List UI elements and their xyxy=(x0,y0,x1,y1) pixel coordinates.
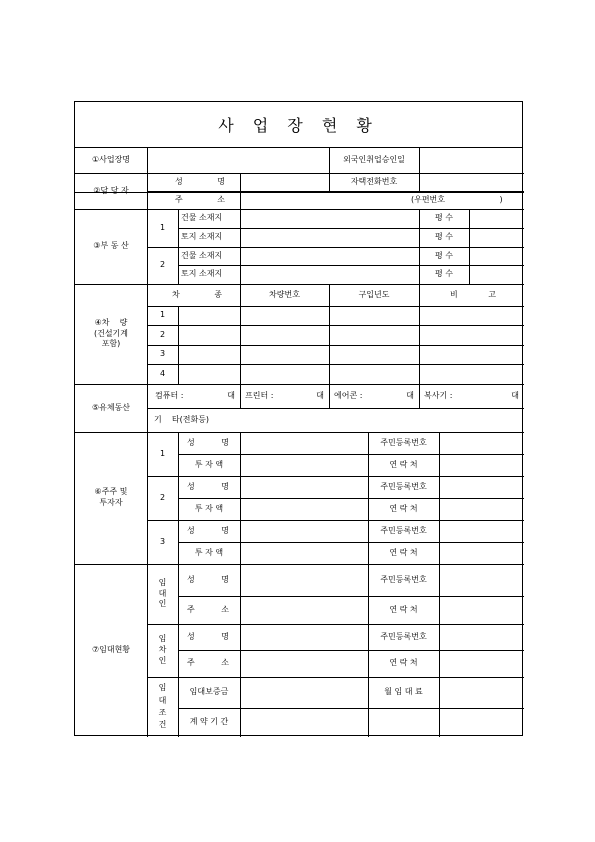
business-name-label: ①사업장명 xyxy=(91,154,131,164)
rrn-field[interactable] xyxy=(440,521,524,542)
rrn-label: 주민등록번호 xyxy=(380,481,427,491)
shareholders-label xyxy=(75,432,147,564)
postal-code-close: ) xyxy=(499,194,503,204)
unit-label: 대 xyxy=(316,390,324,400)
lease-terms-char: 대 xyxy=(158,695,167,705)
unit-label: 대 xyxy=(227,390,235,400)
purchase-year-field[interactable] xyxy=(330,326,419,345)
lease-terms-char: 조 xyxy=(158,708,167,717)
vehicle-label-line: ④차 량 xyxy=(94,317,128,327)
monthly-rent-field[interactable] xyxy=(440,678,524,708)
contact-label: 연 락 처 xyxy=(389,604,418,614)
unit-label: 대 xyxy=(406,390,414,400)
name-label-char: 명 xyxy=(221,525,229,535)
rrn-label: 주민등록번호 xyxy=(380,525,427,535)
shareholder-number: 3 xyxy=(159,536,166,546)
home-phone-field[interactable] xyxy=(420,174,524,191)
building-location-label: 건물 소재지 xyxy=(181,213,223,223)
shareholder-name-field[interactable] xyxy=(241,477,368,498)
purchase-year-field[interactable] xyxy=(330,346,419,364)
name-label-char: 명 xyxy=(221,631,229,641)
postal-code-label: (우편번호 xyxy=(410,194,446,204)
plate-number-field[interactable] xyxy=(241,326,329,345)
purchase-year-header: 구입년도 xyxy=(358,289,390,299)
printer-count[interactable] xyxy=(240,384,329,408)
vehicle-label-line: (건설기계 xyxy=(93,328,129,338)
investment-field[interactable] xyxy=(241,499,368,520)
shareholder-name-field[interactable] xyxy=(241,433,368,454)
remarks-field[interactable] xyxy=(420,346,524,364)
name-label-char: 명 xyxy=(221,437,229,447)
contact-field[interactable] xyxy=(440,543,524,564)
name-label-char: 명 xyxy=(217,176,225,186)
contact-label: 연 락 처 xyxy=(389,547,418,557)
lease-terms-label xyxy=(147,677,178,737)
investment-field[interactable] xyxy=(241,455,368,476)
investment-label: 투 자 액 xyxy=(194,547,224,557)
rrn-label: 주민등록번호 xyxy=(380,574,427,584)
home-phone-label: 자택전화번호 xyxy=(350,176,398,186)
landlord-name-field[interactable] xyxy=(241,565,368,596)
contact-label: 연 락 처 xyxy=(389,503,418,513)
vehicle-type-char: 종 xyxy=(214,289,222,299)
area-label: 평 수 xyxy=(435,232,453,242)
investment-label: 투 자 액 xyxy=(194,459,224,469)
deposit-field[interactable] xyxy=(241,678,368,708)
name-label-char: 명 xyxy=(221,481,229,491)
area-field[interactable] xyxy=(470,266,524,284)
purchase-year-field[interactable] xyxy=(330,307,419,325)
vehicle-row-number: 3 xyxy=(159,349,166,359)
unit-label: 대 xyxy=(511,390,519,400)
plate-number-header: 차량번호 xyxy=(269,289,300,299)
land-location-label: 토지 소재지 xyxy=(181,232,223,242)
vehicle-type-char: 차 xyxy=(172,289,180,299)
aircon-count[interactable] xyxy=(329,384,419,408)
building-location-field[interactable] xyxy=(241,248,419,265)
area-label: 평 수 xyxy=(435,269,453,279)
contact-field[interactable] xyxy=(440,499,524,520)
property-number-1: 1 xyxy=(159,222,166,232)
landlord-char: 임 xyxy=(158,577,167,587)
vehicle-type-header xyxy=(167,284,227,306)
tenant-label xyxy=(147,624,178,677)
area-field[interactable] xyxy=(470,229,524,247)
period-extra-field[interactable] xyxy=(369,709,524,737)
movable-assets-label: ⑤유체동산 xyxy=(91,402,131,412)
name-label-char: 성 xyxy=(187,631,195,641)
contract-period-label: 계 약 기 간 xyxy=(189,717,229,727)
remarks-char: 고 xyxy=(488,289,496,299)
tenant-name-label xyxy=(182,624,234,650)
rrn-field[interactable] xyxy=(440,565,524,596)
copier-label: 복사기 : xyxy=(424,390,453,400)
contract-period-field[interactable] xyxy=(241,709,368,737)
name-label-char: 성 xyxy=(175,176,183,186)
vehicle-row-number: 2 xyxy=(159,329,166,339)
building-location-label: 건물 소재지 xyxy=(181,250,223,260)
building-location-field[interactable] xyxy=(241,210,419,228)
landlord-address-label xyxy=(182,596,234,624)
remarks-field[interactable] xyxy=(420,307,524,325)
address-label-char: 소 xyxy=(221,604,229,614)
area-field[interactable] xyxy=(470,210,524,228)
land-location-field[interactable] xyxy=(241,229,419,247)
employment-approval-date-field[interactable] xyxy=(420,148,524,173)
lease-status-label: ⑦임대현황 xyxy=(91,645,131,655)
manager-address-label xyxy=(170,191,230,209)
investment-field[interactable] xyxy=(241,543,368,564)
vehicle-type-field[interactable] xyxy=(179,307,240,325)
plate-number-field[interactable] xyxy=(241,365,329,384)
name-label-char: 성 xyxy=(187,437,195,447)
shareholder-number: 2 xyxy=(159,492,166,502)
contact-field[interactable] xyxy=(440,455,524,476)
deposit-label: 임대보증금 xyxy=(189,687,229,697)
copier-count[interactable] xyxy=(419,384,524,408)
plate-number-field[interactable] xyxy=(241,346,329,364)
address-label-char: 주 xyxy=(187,604,195,614)
vehicle-label xyxy=(75,284,147,384)
name-label-char: 성 xyxy=(187,525,195,535)
monthly-rent-label: 월 임 대 료 xyxy=(384,687,423,697)
vehicle-type-field[interactable] xyxy=(179,365,240,384)
contact-field[interactable] xyxy=(440,597,524,624)
business-status-form xyxy=(74,101,523,736)
remarks-header xyxy=(445,284,501,306)
employment-approval-date-label: 외국인취업승인일 xyxy=(343,154,405,164)
address-label-char: 주 xyxy=(175,194,183,204)
shareholders-label-line: ⑥주주 및 xyxy=(94,487,128,497)
address-label-char: 소 xyxy=(217,194,225,204)
computer-label: 컴퓨터 : xyxy=(155,390,184,400)
investment-label: 투 자 액 xyxy=(194,503,224,513)
postal-code-field[interactable] xyxy=(455,192,495,209)
lease-terms-char: 건 xyxy=(158,720,167,730)
area-field[interactable] xyxy=(470,248,524,265)
manager-label: ②담 당 자 xyxy=(93,185,129,195)
landlord-name-label xyxy=(182,564,234,596)
vehicle-row-number: 4 xyxy=(159,368,166,378)
name-label-char: 성 xyxy=(187,481,195,491)
landlord-address-field[interactable] xyxy=(241,597,368,624)
contact-label: 연 락 처 xyxy=(389,658,418,668)
aircon-label: 에어콘 : xyxy=(334,390,363,400)
manager-name-label xyxy=(170,173,230,191)
address-label-char: 소 xyxy=(221,658,229,668)
computer-count[interactable] xyxy=(150,384,240,408)
tenant-char: 인 xyxy=(158,655,167,665)
tenant-address-label xyxy=(182,650,234,677)
name-label-char: 성 xyxy=(187,574,195,584)
remarks-field[interactable] xyxy=(420,326,524,345)
rrn-field[interactable] xyxy=(440,625,524,650)
manager-name-field[interactable] xyxy=(241,174,329,191)
purchase-year-field[interactable] xyxy=(330,365,419,384)
shareholders-label-line: 투자자 xyxy=(99,498,123,507)
vehicle-label-line: 포함) xyxy=(101,339,121,349)
tenant-char: 임 xyxy=(158,634,167,644)
name-label-char: 명 xyxy=(221,574,229,584)
shareholder-name-label xyxy=(182,476,234,498)
rrn-field[interactable] xyxy=(440,433,524,454)
area-label: 평 수 xyxy=(435,250,453,260)
vehicle-row-number: 1 xyxy=(159,310,166,320)
printer-label: 프린터 : xyxy=(245,390,274,400)
other-assets-field[interactable] xyxy=(255,409,524,432)
rrn-label: 주민등록번호 xyxy=(380,631,427,641)
landlord-label xyxy=(147,564,178,624)
property-number-2: 2 xyxy=(159,260,166,270)
tenant-name-field[interactable] xyxy=(241,625,368,650)
vehicle-type-field[interactable] xyxy=(179,326,240,345)
contact-field[interactable] xyxy=(440,651,524,677)
rrn-label: 주민등록번호 xyxy=(380,437,427,447)
tenant-char: 차 xyxy=(158,645,167,655)
plate-number-field[interactable] xyxy=(241,307,329,325)
form-title: 사 업 장 현 황 xyxy=(75,102,522,148)
landlord-char: 대 xyxy=(158,588,167,598)
area-label: 평 수 xyxy=(435,213,453,223)
lease-terms-char: 임 xyxy=(158,683,167,693)
remarks-char: 비 xyxy=(450,289,458,299)
real-estate-label: ③부 동 산 xyxy=(93,241,129,251)
shareholder-name-label xyxy=(182,520,234,542)
tenant-address-field[interactable] xyxy=(241,651,368,677)
rrn-field[interactable] xyxy=(440,477,524,498)
shareholder-name-label xyxy=(182,432,234,454)
shareholder-name-field[interactable] xyxy=(241,521,368,542)
shareholder-number: 1 xyxy=(159,448,166,458)
other-assets-label: 기 타(전화등) xyxy=(154,414,210,424)
remarks-field[interactable] xyxy=(420,365,524,384)
land-location-label: 토지 소재지 xyxy=(181,269,223,279)
vehicle-type-field[interactable] xyxy=(179,346,240,364)
business-name-field[interactable] xyxy=(148,148,329,173)
land-location-field[interactable] xyxy=(241,266,419,284)
address-label-char: 주 xyxy=(187,658,195,668)
manager-address-field[interactable] xyxy=(241,192,401,209)
contact-label: 연 락 처 xyxy=(389,459,418,469)
landlord-char: 인 xyxy=(158,599,167,609)
